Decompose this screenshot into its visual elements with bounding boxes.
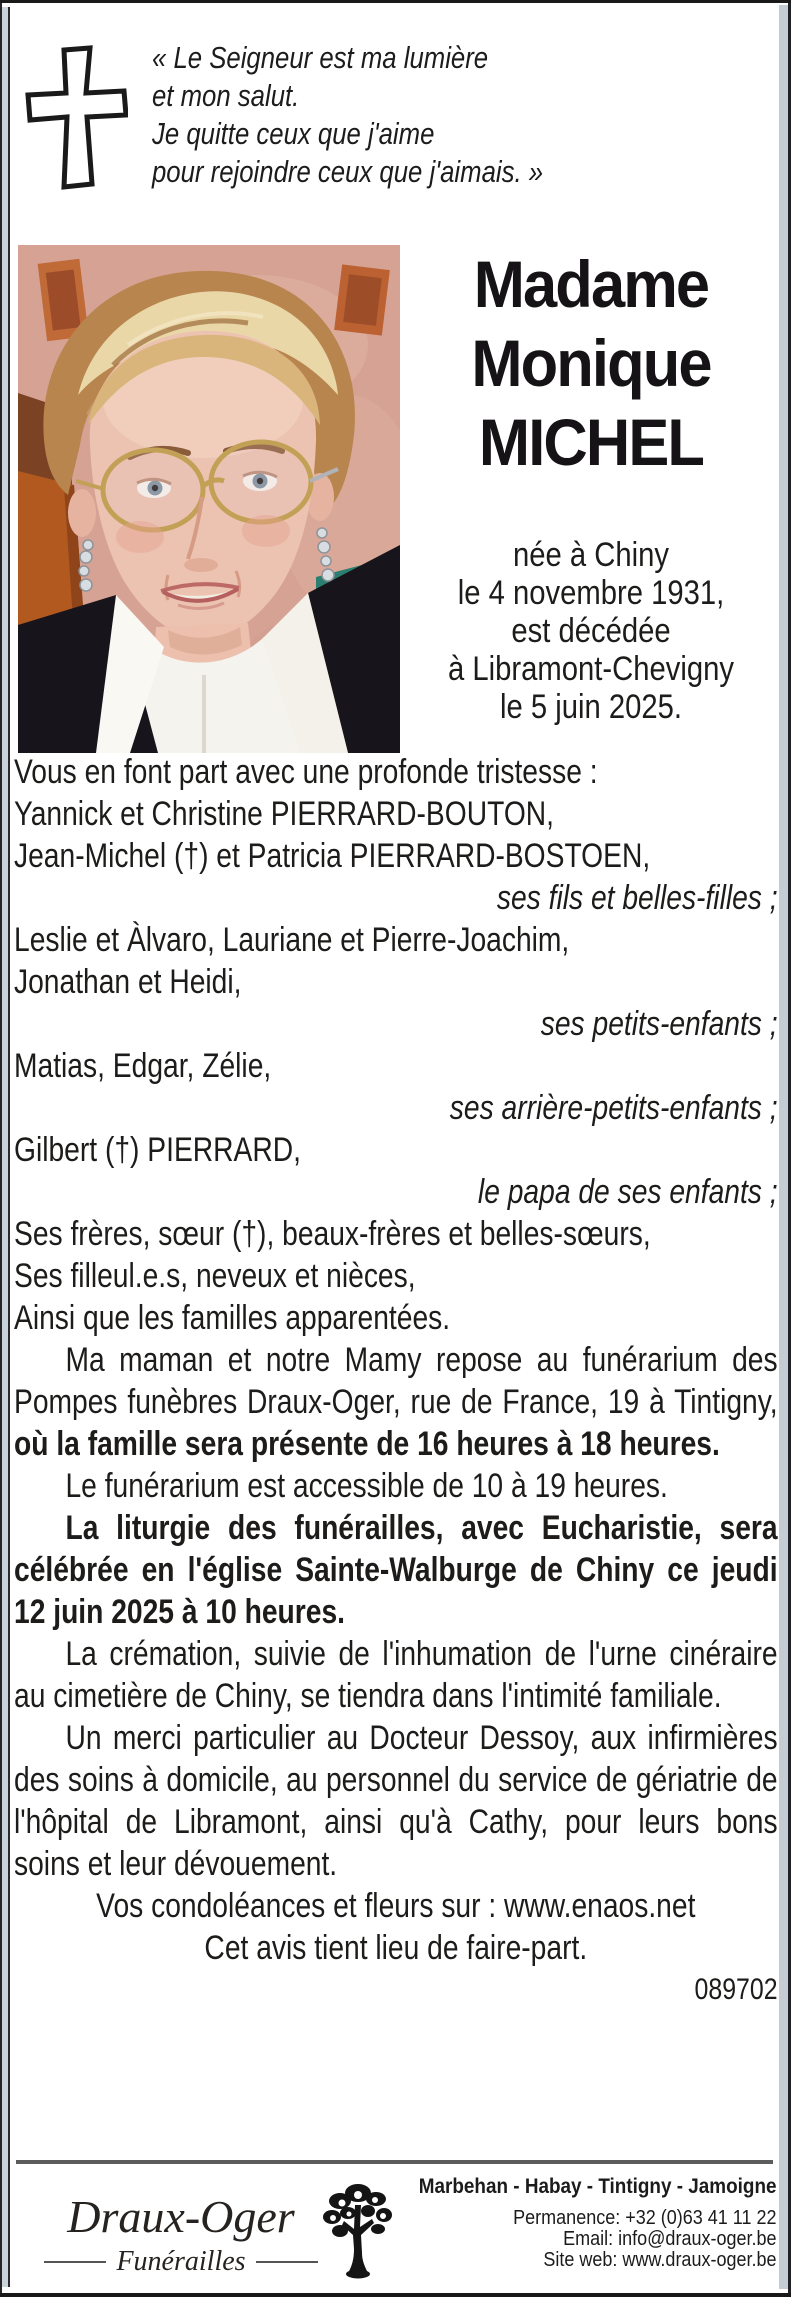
funeral-home-type: Funérailles bbox=[116, 2246, 246, 2277]
left-margin-strip bbox=[2, 7, 10, 2287]
family-name-line: Yannick et Christine PIERRARD-BOUTON, bbox=[14, 795, 554, 833]
family-name-line: Gilbert (†) PIERRARD, bbox=[14, 1131, 301, 1169]
paragraph-text: Le funérarium est accessible de 10 à 19 heures. bbox=[65, 1467, 668, 1505]
paragraph-text: La crémation, suivie de l'inhumation de l'urne cinéraire au cimetière de Chiny, se tiendra dans l'intimité familiale. bbox=[14, 1635, 778, 1715]
closing-line: Ses frères, sœur (†), beaux-frères et belles-sœurs, bbox=[14, 1215, 651, 1253]
closing-line: Ainsi que les familles apparentées. bbox=[14, 1299, 451, 1337]
quote-line: Je quitte ceux que j'aime bbox=[152, 116, 435, 151]
birth-death-info bbox=[428, 536, 753, 726]
family-name-line: Leslie et Àlvaro, Lauriane et Pierre-Joachim, bbox=[14, 921, 570, 959]
relation-line: ses petits-enfants ; bbox=[540, 1005, 778, 1043]
intro-line: Vous en font part avec une profonde tristesse : bbox=[14, 753, 598, 791]
birth-place: née à Chiny bbox=[512, 536, 670, 574]
portrait-photo bbox=[18, 245, 400, 753]
funeral-home-logo-text bbox=[28, 2193, 334, 2277]
death-date: le 5 juin 2025. bbox=[499, 688, 683, 726]
notice-line: Cet avis tient lieu de faire-part. bbox=[204, 1929, 588, 1967]
funerarium-hours-paragraph bbox=[14, 1465, 778, 1507]
funeral-home-website: Site web: www.draux-oger.be bbox=[543, 2249, 777, 2271]
funeral-home-name: Draux-Oger bbox=[67, 2191, 295, 2242]
family-name-line: Jean-Michel (†) et Patricia PIERRARD-BOSTOEN, bbox=[14, 837, 651, 875]
birth-date: le 4 novembre 1931, bbox=[457, 574, 725, 612]
closing-line: Ses filleul.e.s, neveux et nièces, bbox=[14, 1257, 416, 1295]
quote-line: « Le Seigneur est ma lumière bbox=[152, 40, 489, 75]
tree-logo-icon bbox=[320, 2179, 398, 2286]
deceased-title: Madame bbox=[473, 247, 709, 321]
family-name-line: Matias, Edgar, Zélie, bbox=[14, 1047, 272, 1085]
condolences-line: Vos condoléances et fleurs sur : www.enaos.net bbox=[96, 1887, 696, 1925]
decorative-rule-left bbox=[44, 2261, 106, 2263]
right-margin-strip bbox=[779, 5, 788, 2289]
relation-line: ses fils et belles-filles ; bbox=[496, 879, 778, 917]
funeral-home-visit-paragraph bbox=[14, 1339, 778, 1465]
quote-line: et mon salut. bbox=[152, 78, 300, 113]
relation-line: le papa de ses enfants ; bbox=[477, 1173, 778, 1211]
death-statement: est décédée bbox=[511, 612, 671, 650]
family-name-line: Jonathan et Heidi, bbox=[14, 963, 242, 1001]
reference-number: 089702 bbox=[694, 1973, 778, 2006]
liturgy-paragraph bbox=[14, 1507, 778, 1633]
announcement-body bbox=[14, 751, 778, 2011]
footer-divider bbox=[16, 2160, 773, 2164]
thanks-paragraph bbox=[14, 1717, 778, 1885]
paragraph-bold-text: La liturgie des funérailles, avec Eucharistie, sera célébrée en l'église Sainte-Walburge de Chiny ce jeudi 12 juin 2025 à 10 heures. bbox=[14, 1509, 778, 1631]
relation-line: ses arrière-petits-enfants ; bbox=[449, 1089, 778, 1127]
deceased-firstname: Monique bbox=[471, 326, 711, 400]
christian-cross-icon bbox=[24, 43, 128, 198]
decorative-rule-right bbox=[256, 2261, 318, 2263]
funeral-home-locations: Marbehan - Habay - Tintigny - Jamoigne bbox=[419, 2175, 777, 2198]
paragraph-bold-text: où la famille sera présente de 16 heures à 18 heures. bbox=[14, 1425, 720, 1463]
cremation-paragraph bbox=[14, 1633, 778, 1717]
funeral-home-phone: Permanence: +32 (0)63 41 11 22 bbox=[513, 2207, 777, 2229]
funeral-home-footer bbox=[14, 2171, 777, 2295]
death-place: à Libramont-Chevigny bbox=[447, 650, 735, 688]
paragraph-text: Ma maman et notre Mamy repose au funérarium des Pompes funèbres Draux-Oger, rue de France, 19 à Tintigny, bbox=[14, 1341, 778, 1421]
funeral-home-contact bbox=[419, 2175, 777, 2271]
funeral-home-email: Email: info@draux-oger.be bbox=[563, 2228, 777, 2250]
quote-line: pour rejoindre ceux que j'aimais. » bbox=[152, 154, 544, 189]
paragraph-text: Un merci particulier au Docteur Dessoy, aux infirmières des soins à domicile, au personnel du service de gériatrie de l'hôpital de Libramont, ainsi qu'à Cathy, pour leurs bons soins et leur dévouement. bbox=[14, 1719, 778, 1883]
deceased-name bbox=[415, 245, 767, 482]
religious-quote bbox=[152, 39, 683, 191]
deceased-lastname: MICHEL bbox=[478, 405, 704, 479]
